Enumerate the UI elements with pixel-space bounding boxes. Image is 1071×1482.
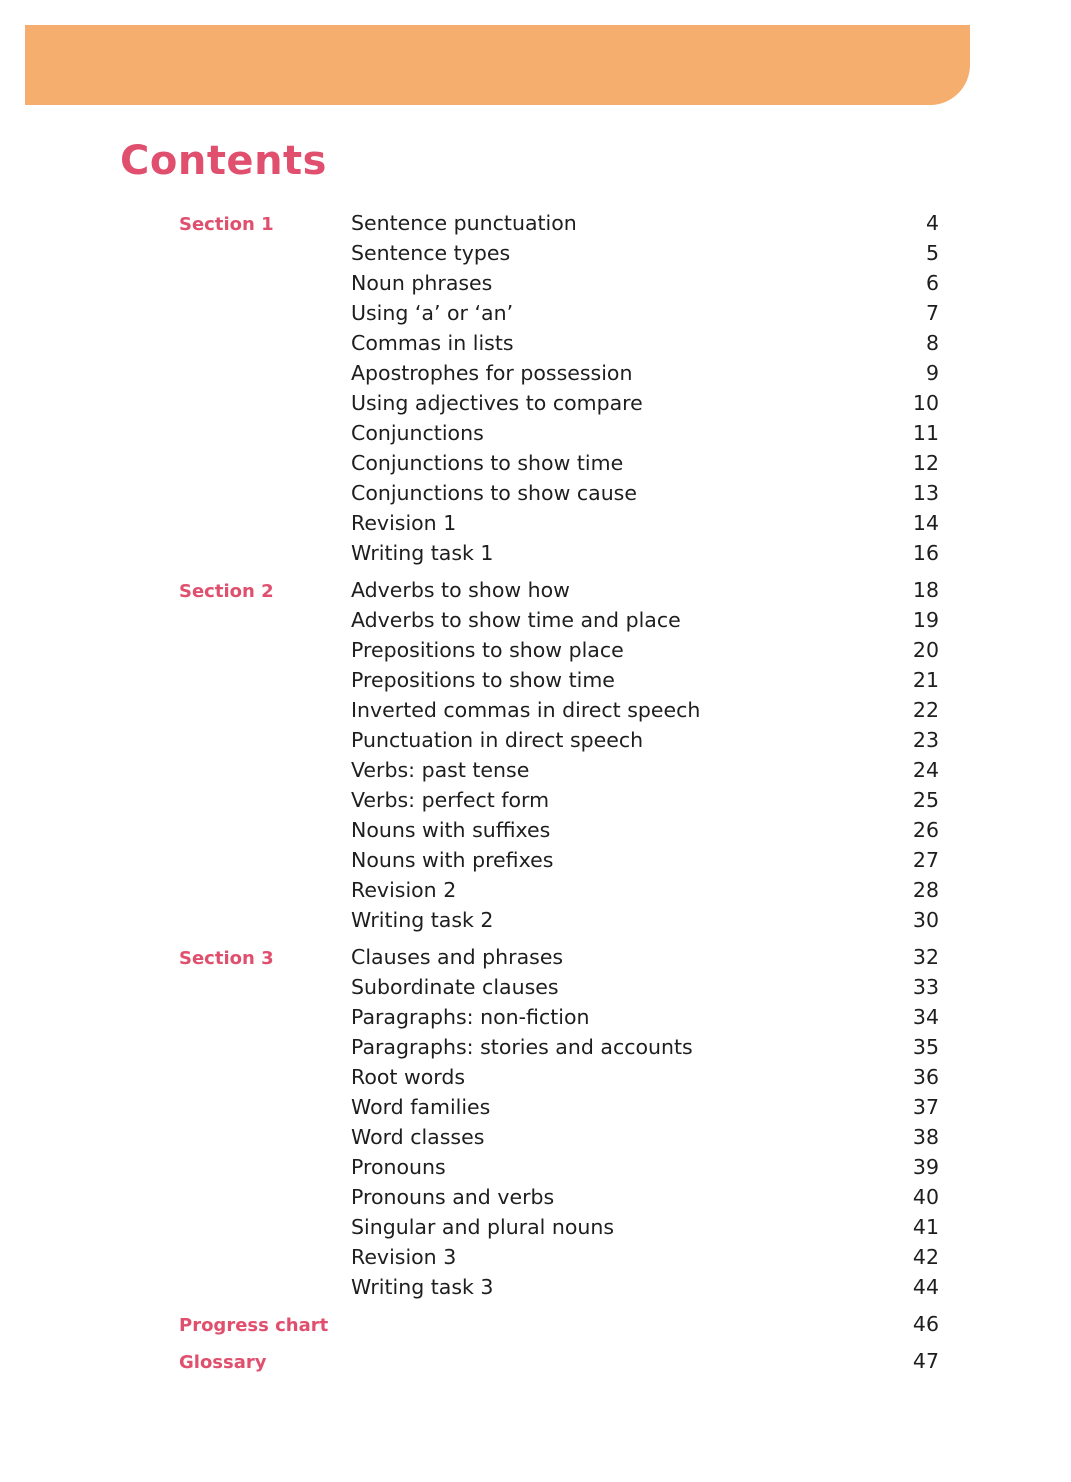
toc-item-page: 8 xyxy=(925,331,939,355)
toc-item-title: Prepositions to show time xyxy=(351,668,615,692)
toc-row xyxy=(0,973,1071,1003)
toc-item-page: 34 xyxy=(912,1005,939,1029)
toc-row xyxy=(0,1243,1071,1273)
toc-item-title: Using ‘a’ or ‘an’ xyxy=(351,301,514,325)
toc-item-page: 4 xyxy=(925,211,939,235)
toc-item-page: 25 xyxy=(912,788,939,812)
toc-row xyxy=(0,576,1071,606)
section-label: Section 1 xyxy=(179,214,274,235)
toc-row xyxy=(0,509,1071,539)
toc-item-title: Nouns with suffixes xyxy=(351,818,551,842)
toc-item-page: 28 xyxy=(912,878,939,902)
toc-row xyxy=(0,389,1071,419)
toc-row xyxy=(0,419,1071,449)
toc-item-page: 11 xyxy=(912,421,939,445)
toc-row xyxy=(0,359,1071,389)
toc-item-title: Punctuation in direct speech xyxy=(351,728,644,752)
toc-item-page: 23 xyxy=(912,728,939,752)
toc-row xyxy=(0,1123,1071,1153)
toc-row xyxy=(0,539,1071,569)
toc-item-title: Sentence types xyxy=(351,241,511,265)
toc-item-page: 47 xyxy=(912,1349,939,1373)
header-banner xyxy=(25,25,970,105)
toc-item-page: 6 xyxy=(925,271,939,295)
toc-item-title: Adverbs to show time and place xyxy=(351,608,681,632)
toc-item-title: Commas in lists xyxy=(351,331,514,355)
toc-row xyxy=(0,606,1071,636)
toc-item-page: 20 xyxy=(912,638,939,662)
toc-row xyxy=(0,696,1071,726)
toc-item-title: Prepositions to show place xyxy=(351,638,624,662)
toc-row xyxy=(0,209,1071,239)
toc-row xyxy=(0,1153,1071,1183)
toc-item-title: Writing task 2 xyxy=(351,908,494,932)
toc-item-title: Sentence punctuation xyxy=(351,211,577,235)
toc-item-title: Pronouns and verbs xyxy=(351,1185,555,1209)
toc-item-title: Pronouns xyxy=(351,1155,446,1179)
toc-row xyxy=(0,1003,1071,1033)
toc-row xyxy=(0,1273,1071,1303)
toc-item-page: 40 xyxy=(912,1185,939,1209)
toc-item-page: 41 xyxy=(912,1215,939,1239)
toc-row xyxy=(0,1033,1071,1063)
toc-row xyxy=(0,299,1071,329)
toc-item-title: Revision 1 xyxy=(351,511,457,535)
toc-row xyxy=(0,269,1071,299)
toc-row xyxy=(0,1093,1071,1123)
toc-item-title: Singular and plural nouns xyxy=(351,1215,615,1239)
toc-item-title: Using adjectives to compare xyxy=(351,391,643,415)
toc-item-page: 18 xyxy=(912,578,939,602)
toc-item-page: 37 xyxy=(912,1095,939,1119)
toc-row xyxy=(0,726,1071,756)
toc-item-title: Nouns with prefixes xyxy=(351,848,554,872)
toc-item-page: 19 xyxy=(912,608,939,632)
toc-item-title: Clauses and phrases xyxy=(351,945,564,969)
toc-item-page: 46 xyxy=(912,1312,939,1336)
toc-row xyxy=(0,449,1071,479)
toc-row xyxy=(0,876,1071,906)
toc-item-title: Conjunctions to show time xyxy=(351,451,624,475)
toc-row xyxy=(0,636,1071,666)
extra-label: Progress chart xyxy=(179,1315,329,1336)
toc-item-page: 39 xyxy=(912,1155,939,1179)
toc-item-page: 33 xyxy=(912,975,939,999)
toc-extra-row xyxy=(0,1310,1071,1340)
toc-item-page: 21 xyxy=(912,668,939,692)
toc-extra-row xyxy=(0,1347,1071,1377)
toc-row xyxy=(0,816,1071,846)
section-label: Section 2 xyxy=(179,581,274,602)
toc-row xyxy=(0,1183,1071,1213)
toc-row xyxy=(0,786,1071,816)
toc-row xyxy=(0,943,1071,973)
toc-item-page: 9 xyxy=(925,361,939,385)
toc-item-page: 30 xyxy=(912,908,939,932)
toc-item-title: Verbs: perfect form xyxy=(351,788,550,812)
toc-row xyxy=(0,666,1071,696)
toc-item-title: Conjunctions to show cause xyxy=(351,481,637,505)
toc-item-title: Inverted commas in direct speech xyxy=(351,698,701,722)
toc-item-title: Noun phrases xyxy=(351,271,493,295)
toc-item-title: Writing task 3 xyxy=(351,1275,494,1299)
toc-item-title: Paragraphs: non-fiction xyxy=(351,1005,590,1029)
toc-row xyxy=(0,479,1071,509)
toc-item-page: 27 xyxy=(912,848,939,872)
toc-item-page: 7 xyxy=(925,301,939,325)
toc-item-title: Revision 3 xyxy=(351,1245,457,1269)
toc-item-title: Subordinate clauses xyxy=(351,975,559,999)
toc-item-page: 22 xyxy=(912,698,939,722)
toc-item-page: 32 xyxy=(912,945,939,969)
toc-item-page: 13 xyxy=(912,481,939,505)
page-title: Contents xyxy=(120,138,327,184)
toc-item-title: Adverbs to show how xyxy=(351,578,570,602)
toc-item-title: Verbs: past tense xyxy=(351,758,530,782)
toc-item-title: Writing task 1 xyxy=(351,541,494,565)
toc-item-page: 36 xyxy=(912,1065,939,1089)
toc-item-page: 12 xyxy=(912,451,939,475)
toc-row xyxy=(0,756,1071,786)
toc-row xyxy=(0,329,1071,359)
toc-item-page: 42 xyxy=(912,1245,939,1269)
toc-item-page: 14 xyxy=(912,511,939,535)
toc-item-page: 16 xyxy=(912,541,939,565)
toc-item-page: 38 xyxy=(912,1125,939,1149)
toc-row xyxy=(0,1213,1071,1243)
toc-item-page: 26 xyxy=(912,818,939,842)
toc-row xyxy=(0,906,1071,936)
toc-item-page: 10 xyxy=(912,391,939,415)
toc-item-page: 35 xyxy=(912,1035,939,1059)
toc-row xyxy=(0,1063,1071,1093)
section-label: Section 3 xyxy=(179,948,274,969)
toc-item-title: Apostrophes for possession xyxy=(351,361,633,385)
toc-item-title: Word families xyxy=(351,1095,491,1119)
toc-item-title: Root words xyxy=(351,1065,466,1089)
toc-row xyxy=(0,846,1071,876)
toc-item-page: 44 xyxy=(912,1275,939,1299)
toc-row xyxy=(0,239,1071,269)
toc-item-title: Paragraphs: stories and accounts xyxy=(351,1035,693,1059)
extra-label: Glossary xyxy=(179,1352,267,1373)
toc-item-page: 24 xyxy=(912,758,939,782)
toc-item-title: Word classes xyxy=(351,1125,485,1149)
toc-item-page: 5 xyxy=(925,241,939,265)
toc-item-title: Conjunctions xyxy=(351,421,484,445)
toc-item-title: Revision 2 xyxy=(351,878,457,902)
